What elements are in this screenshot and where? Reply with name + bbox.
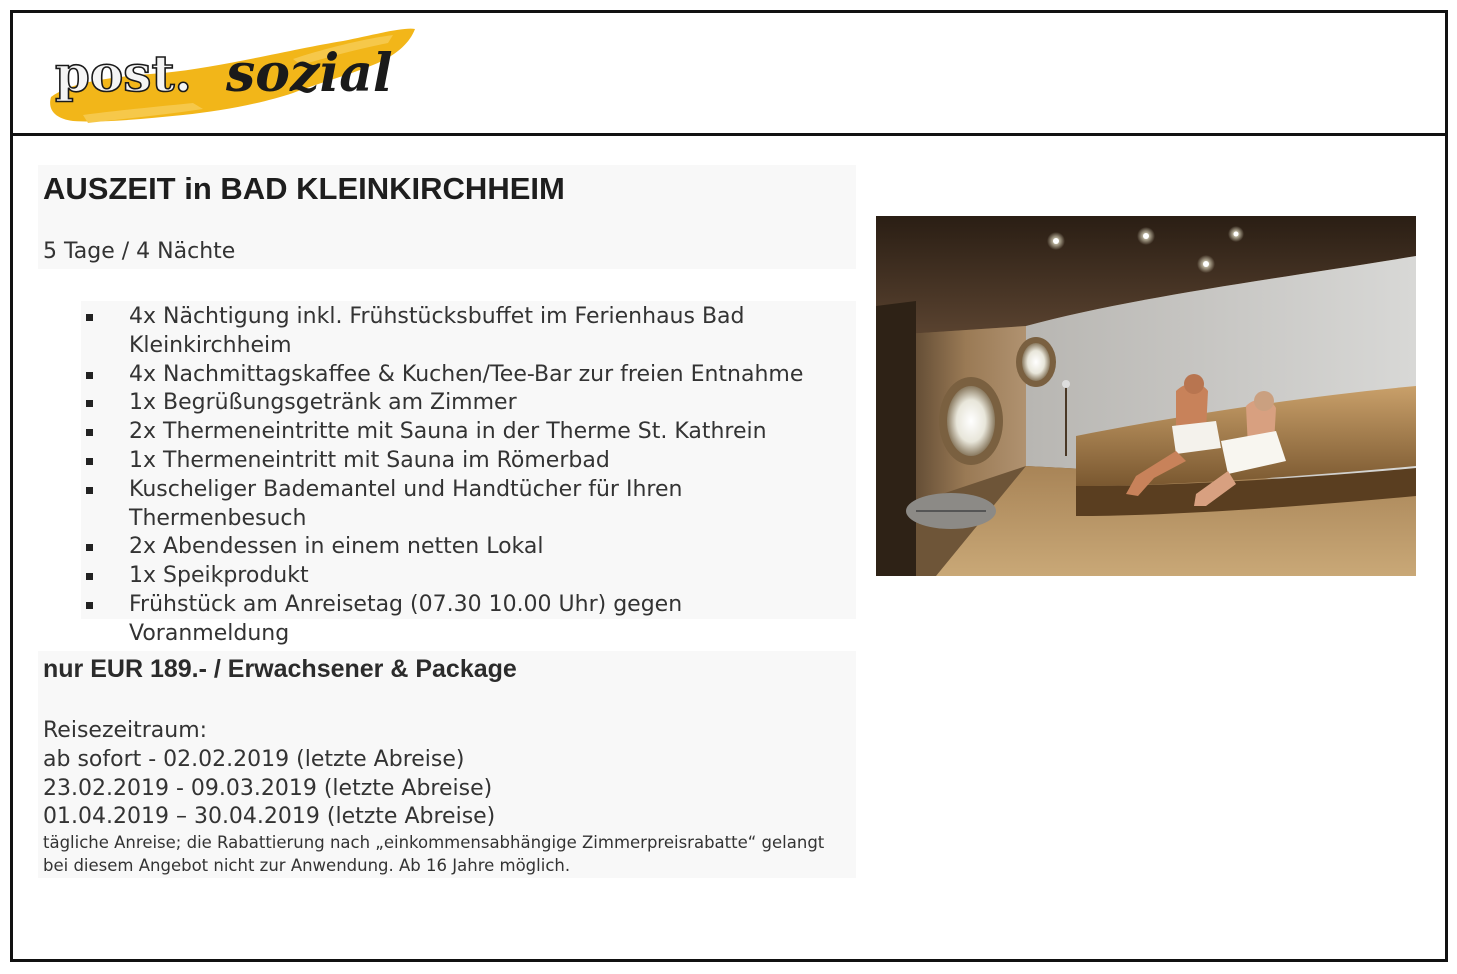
period-item: 01.04.2019 – 30.04.2019 (letzte Abreise)	[43, 804, 496, 830]
bullet-icon	[86, 544, 93, 551]
offer-heading-panel	[38, 165, 856, 269]
header	[13, 13, 1445, 136]
period-item: 23.02.2019 - 09.03.2019 (letzte Abreise)	[43, 775, 493, 801]
offer-duration: 5 Tage / 4 Nächte	[43, 239, 236, 264]
price-heading: nur EUR 189.- / Erwachsener & Package	[43, 655, 517, 683]
flyer-frame	[10, 10, 1448, 962]
period-label: Reisezeitraum:	[43, 718, 208, 743]
period-item: ab sofort - 02.02.2019 (letzte Abreise)	[43, 746, 465, 772]
list-item: 1x Speikprodukt	[81, 562, 856, 591]
bullet-icon	[86, 429, 93, 436]
bullet-icon	[86, 573, 93, 580]
list-item: 1x Thermeneintritt mit Sauna im Römerbad	[81, 447, 856, 476]
list-item: Frühstück am Anreisetag (07.30 10.00 Uhr) gegen Voranmeldung	[81, 591, 856, 649]
sauna-photo	[876, 216, 1416, 576]
list-item: 4x Nachmittagskaffee & Kuchen/Tee-Bar zur freien Entnahme	[81, 361, 856, 390]
list-item: 2x Abendessen in einem netten Lokal	[81, 533, 856, 562]
bullet-icon	[86, 487, 93, 494]
offer-title: AUSZEIT in BAD KLEINKIRCHHEIM	[43, 171, 565, 206]
list-item: 1x Begrüßungsgetränk am Zimmer	[81, 389, 856, 418]
feature-list	[81, 303, 856, 649]
bullet-icon	[86, 602, 93, 609]
svg-text:sozial: sozial	[226, 43, 393, 104]
svg-text:post.: post.	[55, 44, 192, 103]
offer-note: tägliche Anreise; die Rabattierung nach „einkommensabhängige Zimmerpreisrabatte“ gelangt bei diesem Angebot nicht zur Anwendung. Ab 16 Jahre möglich.	[43, 833, 825, 875]
post-sozial-logo	[43, 19, 423, 129]
list-item: Kuscheliger Bademantel und Handtücher für Ihren Thermenbesuch	[81, 476, 856, 534]
list-item: 4x Nächtigung inkl. Frühstücksbuffet im Ferienhaus Bad Kleinkirchheim	[81, 303, 856, 361]
travel-periods	[43, 717, 495, 832]
list-item: 2x Thermeneintritte mit Sauna in der Therme St. Kathrein	[81, 418, 856, 447]
bullet-icon	[86, 372, 93, 379]
price-panel	[38, 651, 856, 878]
bullet-icon	[86, 400, 93, 407]
bullet-icon	[86, 314, 93, 321]
features-panel	[81, 301, 856, 646]
bullet-icon	[86, 458, 93, 465]
